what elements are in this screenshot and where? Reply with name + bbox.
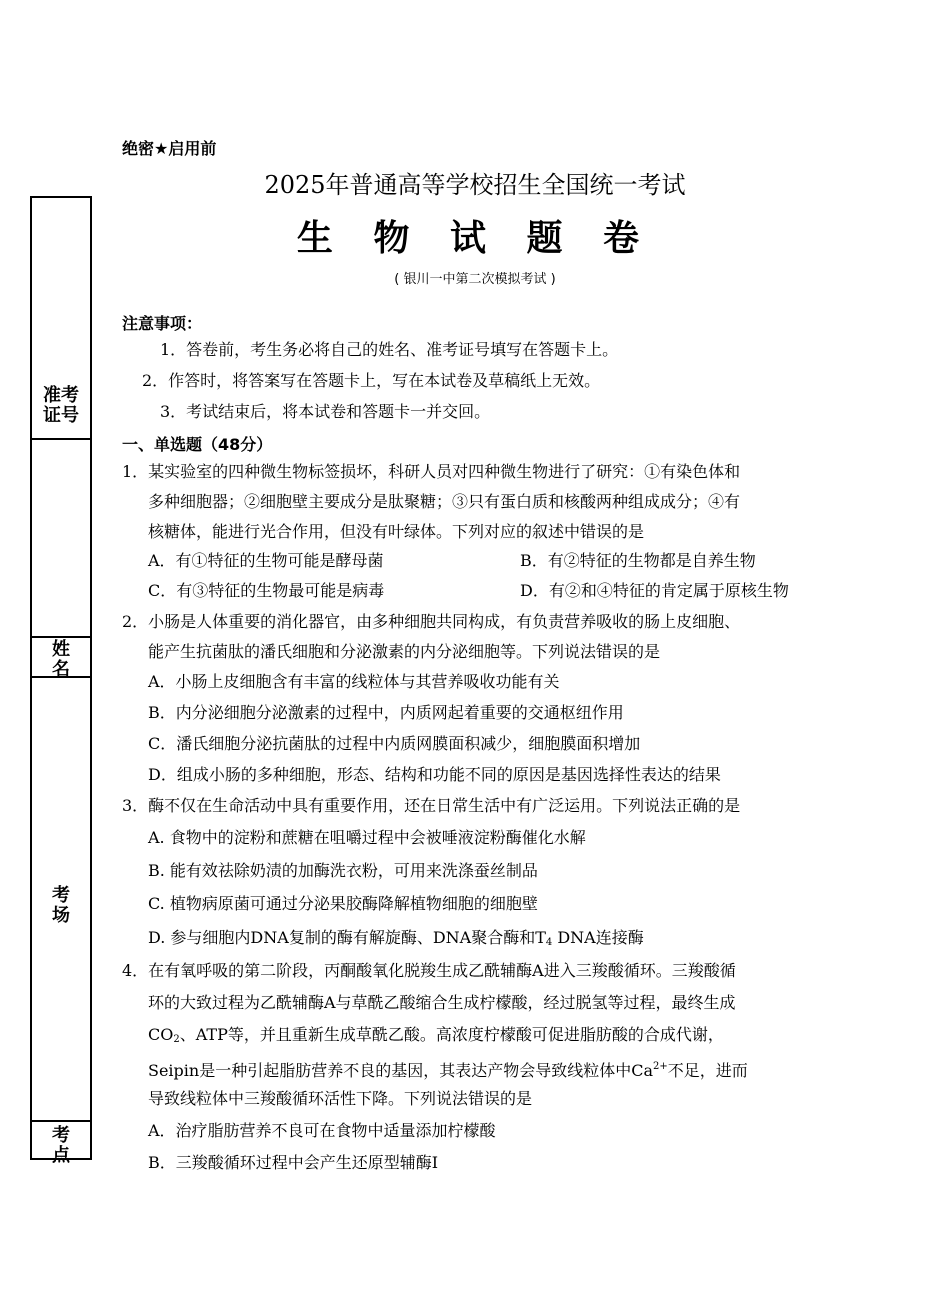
paper-title: 生 物 试 题 卷: [296, 218, 654, 259]
secret-mark: 绝密★启用前: [122, 139, 217, 158]
q3-option-d-text: D. 参与细胞内DNA复制的酶有解旋酶、DNA聚合酶和T: [148, 928, 546, 947]
q2-option-c: C．潘氏细胞分泌抗菌肽的过程中内质网膜面积减少，细胞膜面积增加: [148, 734, 641, 753]
q2-stem-line: 2．小肠是人体重要的消化器官，由多种细胞共同构成，有负责营养吸收的肠上皮细胞、: [122, 612, 741, 631]
q4-option-b: B．三羧酸循环过程中会产生还原型辅酶Ⅰ: [148, 1153, 439, 1172]
ticket-label-line2: 证号: [43, 405, 79, 426]
q3-option-d: [148, 928, 644, 953]
notice-item: 2．作答时，将答案写在答题卡上，写在本试卷及草稿纸上无效。: [142, 371, 601, 390]
exam-room-label: [32, 886, 90, 926]
q3-option-b: B. 能有效祛除奶渍的加酶洗衣粉，可用来洗涤蚕丝制品: [148, 861, 538, 880]
q3-option-d-text-end: DNA连接酶: [552, 928, 644, 947]
q3-stem: 3．酶不仅在生命活动中具有重要作用，还在日常生活中有广泛运用。下列说法正确的是: [122, 796, 741, 815]
q1-option-d: D．有②和④特征的肯定属于原核生物: [520, 581, 789, 600]
superscript: 2+: [653, 1061, 668, 1072]
paper-subtitle: ( 银川一中第二次模拟考试 ): [394, 272, 556, 287]
exam-title: 2025年普通高等学校招生全国统一考试: [264, 171, 686, 199]
notice-item: 3．考试结束后，将本试卷和答题卡一并交回。: [160, 402, 491, 421]
subscript: 2: [173, 1034, 180, 1045]
site-label-line1: 考: [52, 1125, 70, 1146]
q2-option-a: A．小肠上皮细胞含有丰富的线粒体与其营养吸收功能有关: [148, 672, 560, 691]
q4-co2: CO: [148, 1025, 174, 1044]
site-label-line2: 点: [52, 1145, 70, 1166]
q4-stem-line: 4．在有氧呼吸的第二阶段，丙酮酸氧化脱羧生成乙酰辅酶A进入三羧酸循环。三羧酸循: [122, 961, 736, 980]
room-label-line1: 考: [52, 885, 70, 906]
q4-stem-line: 导致线粒体中三羧酸循环活性下降。下列说法错误的是: [148, 1089, 533, 1108]
sidebar-divider: [32, 1120, 90, 1122]
notice-item: 1．答卷前，考生务必将自己的姓名、准考证号填写在答题卡上。: [160, 340, 619, 359]
q4-seipin-text: Seipin是一种引起脂肪营养不良的基因，其表达产物会导致线粒体中Ca: [148, 1061, 653, 1080]
q1-stem-line: 核糖体，能进行光合作用，但没有叶绿体。下列对应的叙述中错误的是: [148, 522, 645, 541]
q1-stem-line: 1．某实验室的四种微生物标签损坏，科研人员对四种微生物进行了研究：①有染色体和: [122, 462, 741, 481]
name-label-line1: 姓: [52, 639, 70, 660]
q3-option-c: C. 植物病原菌可通过分泌果胶酶降解植物细胞的细胞壁: [148, 894, 538, 913]
ticket-number-label: [32, 386, 90, 426]
sidebar-divider: [32, 636, 90, 638]
q4-stem-text: 不足，进而: [667, 1061, 748, 1080]
name-label: [32, 640, 90, 680]
notice-heading: 注意事项：: [122, 314, 203, 333]
q2-stem-line: 能产生抗菌肽的潘氏细胞和分泌激素的内分泌细胞等。下列说法错误的是: [148, 642, 661, 661]
name-label-line2: 名: [52, 659, 70, 680]
q4-stem-line: [148, 1025, 724, 1050]
exam-site-label: [32, 1126, 90, 1166]
q2-option-b: B．内分泌细胞分泌激素的过程中，内质网起着重要的交通枢纽作用: [148, 703, 624, 722]
q3-option-a: A. 食物中的淀粉和蔗糖在咀嚼过程中会被唾液淀粉酶催化水解: [148, 828, 586, 847]
binding-sidebar: [30, 196, 92, 1166]
sidebar-divider: [32, 438, 90, 440]
q1-stem-line: 多种细胞器；②细胞壁主要成分是肽聚糖；③只有蛋白质和核酸两种组成成分；④有: [148, 492, 741, 511]
ticket-label-line1: 准考: [43, 385, 79, 406]
room-label-line2: 场: [52, 905, 70, 926]
q4-option-a: A．治疗脂肪营养不良可在食物中适量添加柠檬酸: [148, 1121, 496, 1140]
q4-stem-line: 环的大致过程为乙酰辅酶A与草酰乙酸缩合生成柠檬酸，经过脱氢等过程，最终生成: [148, 993, 736, 1012]
q1-option-b: B．有②特征的生物都是自养生物: [520, 551, 756, 570]
q4-stem-line: [148, 1057, 748, 1081]
q1-option-a: A．有①特征的生物可能是酵母菌: [148, 551, 384, 570]
q1-option-c: C．有③特征的生物最可能是病毒: [148, 581, 385, 600]
section-heading: 一、单选题（48分）: [122, 435, 273, 454]
subscript: 4: [545, 937, 553, 948]
q4-stem-text: 、ATP等，并且重新生成草酰乙酸。高浓度柠檬酸可促进脂肪酸的合成代谢，: [179, 1025, 724, 1044]
q2-option-d: D．组成小肠的多种细胞，形态、结构和功能不同的原因是基因选择性表达的结果: [148, 765, 721, 784]
